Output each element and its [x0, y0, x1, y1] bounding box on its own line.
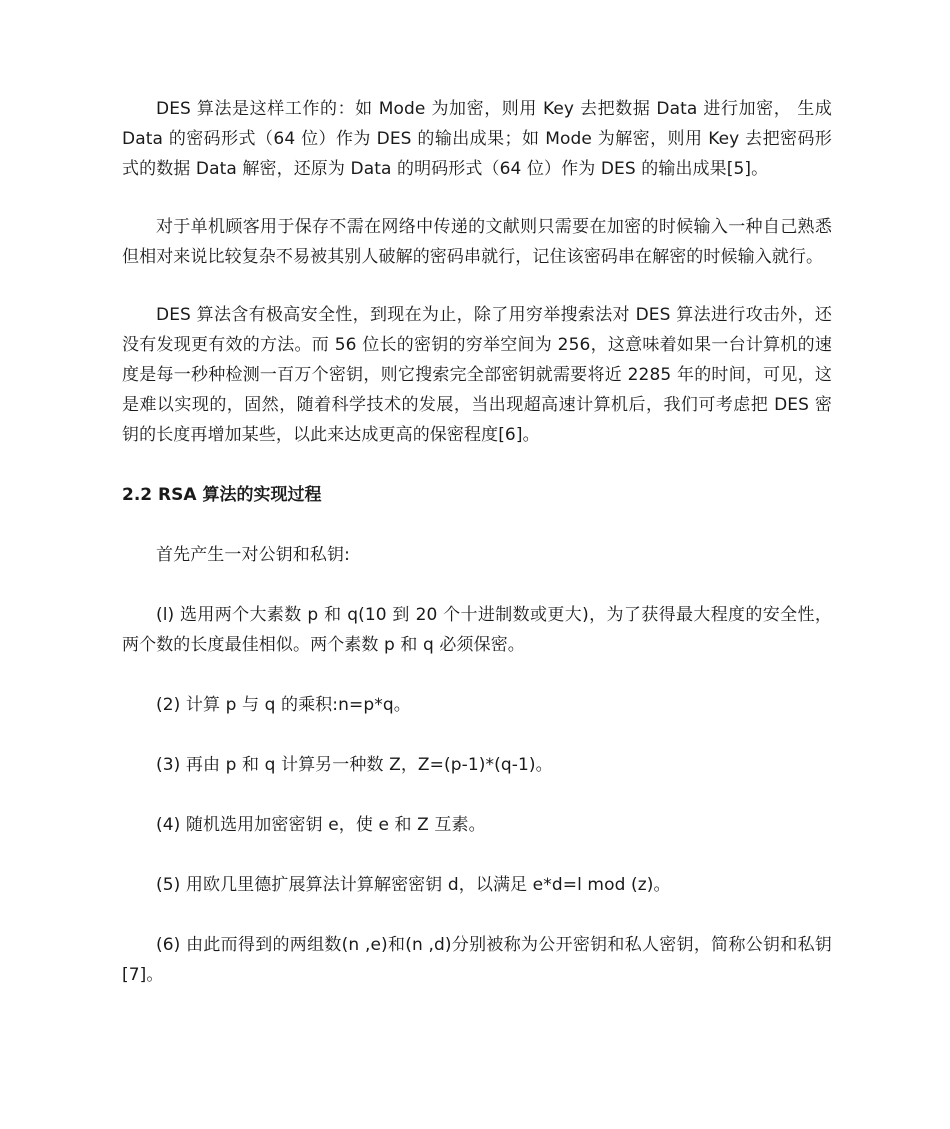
paragraph-gap: [122, 840, 832, 870]
paragraph-gap: [122, 780, 832, 810]
paragraph-gap: [122, 900, 832, 930]
paragraph-gap: [122, 720, 832, 750]
section-heading: 2.2 RSA 算法的实现过程: [122, 485, 322, 505]
step-item-1: (l) 选用两个大素数 p 和 q(10 到 20 个十进制数或更大)，为了获得最大程度的安全性，两个数的长度最佳相似。两个素数 p 和 q 必须保密。: [122, 605, 832, 655]
paragraph-gap: [122, 510, 832, 540]
step-item-6: (6) 由此而得到的两组数(n ,e)和(n ,d)分别被称为公开密钥和私人密钥，简称公钥和私钥[7]。: [122, 935, 832, 985]
paragraph-gap: [122, 660, 832, 690]
step-item-2: (2) 计算 p 与 q 的乘积:n=p*q。: [156, 695, 411, 715]
paragraph-des-operation: DES 算法是这样工作的：如 Mode 为加密，则用 Key 去把数据 Data 进行加密， 生成 Data 的密码形式（64 位）作为 DES 的输出成果；如 Mode 为解密，则用 Key 去把密码形式的数据 Data 解密，还原为 Data 的明码形式（64 位）作为 DES 的输出成果[5]。: [122, 99, 832, 179]
paragraph-gap: [122, 450, 832, 480]
paragraph-gap: [122, 272, 832, 300]
paragraph-des-security: DES 算法含有极高安全性，到现在为止，除了用穷举搜索法对 DES 算法进行攻击外，还没有发现更有效的方法。而 56 位长的密钥的穷举空间为 256，这意味着如果一台计算机的速度是每一秒种检测一百万个密钥，则它搜索完全部密钥就需要将近 2285 年的时间，可见，这是难以实现的，固然，随着科学技术的发展，当出现超高速计算机后，我们可考虑把 DES 密钥的长度再增加某些，以此来达成更高的保密程度[6]。: [122, 305, 832, 445]
step-item-5: (5) 用欧几里德扩展算法计算解密密钥 d，以满足 e*d=l mod (z)。: [156, 875, 671, 895]
step-item-4: (4) 随机选用加密密钥 e，使 e 和 Z 互素。: [156, 815, 486, 835]
document-page: [122, 94, 832, 990]
section-intro: 首先产生一对公钥和私钥:: [156, 545, 350, 565]
paragraph-gap: [122, 570, 832, 600]
step-item-3: (3) 再由 p 和 q 计算另一种数 Z，Z=(p-1)*(q-1)。: [156, 755, 553, 775]
paragraph-single-user: 对于单机顾客用于保存不需在网络中传递的文献则只需要在加密的时候输入一种自己熟悉但相对来说比较复杂不易被其别人破解的密码串就行，记住该密码串在解密的时候输入就行。: [122, 217, 832, 267]
paragraph-gap: [122, 184, 832, 212]
